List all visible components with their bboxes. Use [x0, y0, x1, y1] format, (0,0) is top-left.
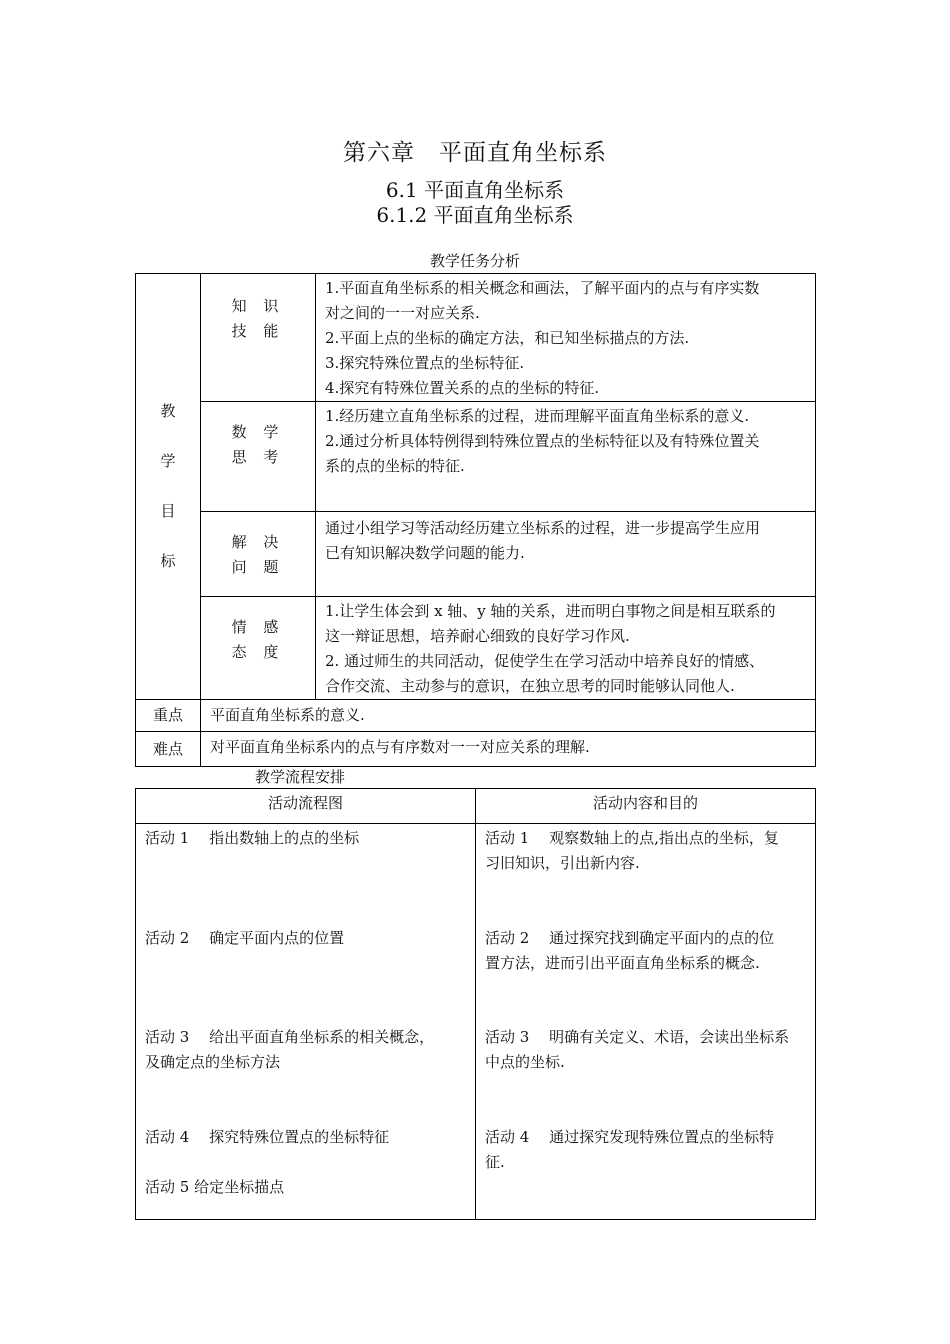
flow-right-item: 活动 1 观察数轴上的点,指出点的坐标，复 习旧知识，引出新内容. — [485, 829, 779, 872]
difficult-point-content: 对平面直角坐标系内的点与有序数对一一对应关系的理解. — [201, 732, 816, 767]
emotion-attitude-content: 1.让学生体会到 x 轴、y 轴的关系，进而明白事物之间是相互联系的 这一辩证思想，培养耐心细致的良好学习作风. 2. 通过师生的共同活动，促使学生在学习活动中培养良好的情感、 合作交流、主动参与的意识，在独立思考的同时能够认同他人. — [316, 597, 816, 700]
math-thinking-content: 1.经历建立直角坐标系的过程，进而理解平面直角坐标系的意义. 2.通过分析具体特例得到特殊位置点的坐标特征以及有特殊位置关 系的点的坐标的特征. — [316, 402, 816, 512]
knowledge-skills-label: 知 识 技 能 — [201, 274, 316, 402]
chapter-title: 第六章 平面直角坐标系 — [343, 140, 607, 166]
key-point-content: 平面直角坐标系的意义. — [201, 700, 816, 732]
problem-solving-label: 解 决 问 题 — [201, 512, 316, 597]
objectives-label: 教 学 目 标 — [136, 274, 201, 700]
flow-left-column — [136, 824, 476, 1220]
flow-caption: 教学流程安排 — [255, 768, 346, 786]
math-thinking-label: 数 学 思 考 — [201, 402, 316, 512]
flow-header-left: 活动流程图 — [136, 789, 476, 824]
problem-solving-content: 通过小组学习等活动经历建立坐标系的过程，进一步提高学生应用 已有知识解决数学问题的能力. — [316, 512, 816, 597]
difficult-point-label: 难点 — [136, 732, 201, 767]
flow-header-right: 活动内容和目的 — [476, 789, 816, 824]
flow-right-column — [476, 824, 816, 1220]
section-title: 6.1 平面直角坐标系 — [385, 178, 565, 202]
key-point-label: 重点 — [136, 700, 201, 732]
flow-left-item: 活动 3 给出平面直角坐标系的相关概念， 及确定点的坐标方法 — [145, 1028, 435, 1071]
knowledge-skills-content: 1.平面直角坐标系的相关概念和画法，了解平面内的点与有序实数 对之间的一一对应关系. 2.平面上点的坐标的确定方法，和已知坐标描点的方法. 3.探究特殊位置点的坐标特征. 4.探究有特殊位置关系的点的坐标的特征. — [316, 274, 816, 402]
emotion-attitude-label: 情 感 态 度 — [201, 597, 316, 700]
subsection-title: 6.1.2 平面直角坐标系 — [376, 203, 574, 227]
flow-left-item: 活动 1 指出数轴上的点的坐标 — [145, 829, 360, 847]
flow-right-item: 活动 4 通过探究发现特殊位置点的坐标特 征. — [485, 1128, 775, 1171]
flow-right-item: 活动 2 通过探究找到确定平面内的点的位 置方法，进而引出平面直角坐标系的概念. — [485, 929, 775, 972]
flow-left-item: 活动 5 给定坐标描点 — [145, 1178, 285, 1196]
task-analysis-table — [135, 273, 816, 767]
flow-right-item: 活动 3 明确有关定义、术语，会读出坐标系 中点的坐标. — [485, 1028, 790, 1071]
flow-left-item: 活动 2 确定平面内点的位置 — [145, 929, 345, 947]
flow-left-item: 活动 4 探究特殊位置点的坐标特征 — [145, 1128, 390, 1146]
task-analysis-caption: 教学任务分析 — [429, 252, 520, 270]
flow-table — [135, 788, 816, 1220]
